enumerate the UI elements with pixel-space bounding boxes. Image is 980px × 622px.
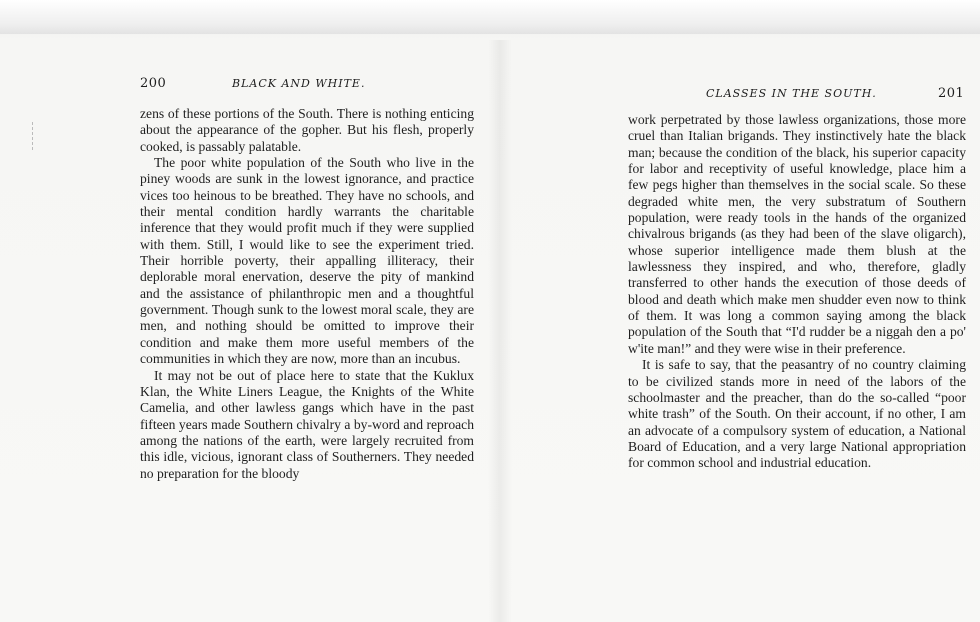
left-page-number: 200 [140, 76, 167, 91]
right-page-number: 201 [938, 86, 965, 101]
right-page [500, 0, 980, 622]
paragraph: zens of these portions of the South. There is nothing enticing about the appearance of the gopher. But his flesh, properly cooked, is passably palatable. [140, 106, 474, 154]
left-page-text [140, 106, 474, 482]
left-running-title-wrap [232, 76, 365, 90]
right-running-title-wrap [706, 86, 877, 100]
paragraph: It is safe to say, that the peasantry of no country claiming to be civilized stands more in need of the labors of the schoolmaster and the preacher, than do the so-called “poor white trash” of the South. On their account, if no other, I am an advocate of a compulsory system of education, a National Board of Education, and a very large National appropriation for common school and industrial education. [628, 357, 966, 471]
paragraph: The poor white population of the South who live in the piney woods are sunk in the lowest ignorance, and practice vices too heinous to be breathed. They have no schools, and their mental condition hardly warrants the charitable inference that they would profit much if they were supplied with them. Still, I would like to see the experiment tried. Their horrible poverty, their appalling illiteracy, their deplorable moral enervation, deserve the pity of mankind and the assistance of philanthropic men and a thoughtful government. Though sunk to the lowest moral scale, they are men, and nothing should be omitted to improve their condition and make them more useful members of the communities in which they are now, more than an incubus. [140, 155, 474, 367]
left-running-head [140, 76, 166, 91]
right-running-head [938, 86, 964, 101]
left-running-title: BLACK AND WHITE. [232, 77, 366, 90]
right-page-text [628, 112, 966, 472]
paragraph: It may not be out of place here to state that the Kuklux Klan, the White Liners League, the Knights of the White Camelia, and other lawless gangs which have in the past fifteen years made Southern chivalry a by-word and reproach among the nations of the earth, were largely recruited from this idle, vicious, ignorant class of Southerners. They needed no preparation for the bloody [140, 367, 474, 481]
paragraph: work perpetrated by those lawless organizations, those more cruel than Italian brigands. They instinctively hate the black man; because the condition of the black, his superior capacity for labor and receptivity of useful knowledge, place him a few pegs higher than themselves in the social scale. So these degraded white men, the very substratum of Southern population, were ready tools in the hands of the organized chivalrous brigands (as they had been of the slave oligarch), whose superior intelligence made them blush at the lawlessness they inspired, and who, therefore, gladly transferred to other hands the execution of those deeds of blood and death which make men shudder even now to think of them. It was long a common saying among the black population of the South that “I'd rudder be a niggah den a po' w'ite man!” and they were wise in their preference. [628, 112, 966, 356]
right-running-title: CLASSES IN THE SOUTH. [706, 87, 877, 100]
